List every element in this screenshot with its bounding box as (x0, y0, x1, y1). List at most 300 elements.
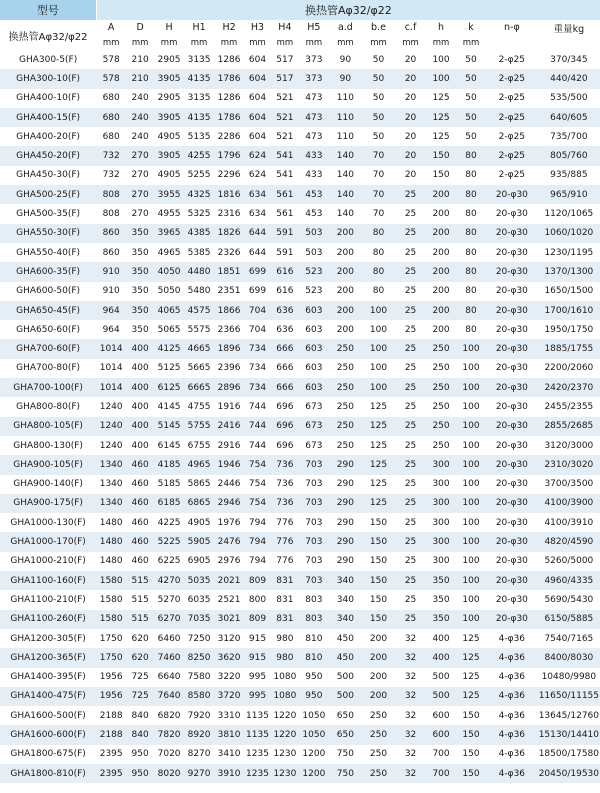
unit-label (538, 35, 600, 50)
table-cell: 616 (271, 282, 299, 301)
table-cell: 200 (426, 204, 456, 223)
table-cell: 20 (395, 146, 426, 165)
table-cell: 350 (126, 243, 154, 262)
table-cell: 3905 (154, 108, 184, 127)
table-cell: 1851 (214, 262, 244, 281)
table-cell: 210 (126, 50, 154, 69)
table-cell: 4185 (154, 455, 184, 474)
table-cell: 666 (271, 339, 299, 358)
model-column-header: 型号 (0, 0, 96, 20)
model-cell: GHA400-20(F) (0, 127, 96, 146)
table-cell: 90 (329, 69, 362, 88)
table-cell: 125 (362, 494, 395, 513)
table-cell: 400 (126, 359, 154, 378)
table-cell: 80 (456, 185, 486, 204)
table-cell: 6905 (184, 552, 214, 571)
table-row (0, 108, 600, 127)
table-cell: 200 (426, 262, 456, 281)
table-cell: 4965 (184, 455, 214, 474)
table-cell: 2-φ25 (486, 108, 538, 127)
table-cell: 8580 (184, 687, 214, 706)
table-cell: 100 (456, 378, 486, 397)
table-cell: 578 (96, 50, 126, 69)
table-cell: 3120/3000 (538, 436, 600, 455)
table-cell: 80 (362, 262, 395, 281)
table-cell: 5865 (184, 475, 214, 494)
unit-label: mm (462, 37, 480, 48)
table-cell: 20 (395, 108, 426, 127)
table-cell: 1340 (96, 494, 126, 513)
table-cell: 5260/5000 (538, 552, 600, 571)
table-cell: 100 (426, 69, 456, 88)
table-row (0, 436, 600, 455)
table-cell: 400 (126, 397, 154, 416)
table-row (0, 648, 600, 667)
table-cell: 680 (96, 89, 126, 108)
table-cell: 32 (395, 706, 426, 725)
table-cell: 640/605 (538, 108, 600, 127)
spec-table-body (0, 50, 600, 783)
table-cell: 110 (329, 108, 362, 127)
table-cell: 600 (426, 725, 456, 744)
table-cell: 25 (395, 552, 426, 571)
table-cell: 1750 (96, 648, 126, 667)
table-cell: 100 (456, 552, 486, 571)
table-cell: 20-φ30 (486, 243, 538, 262)
table-cell: 80 (456, 224, 486, 243)
unit-label: mm (305, 37, 323, 48)
table-cell: 2976 (214, 552, 244, 571)
model-cell: GHA500-25(F) (0, 185, 96, 204)
table-cell: 703 (299, 532, 329, 551)
table-row (0, 146, 600, 165)
table-cell: 754 (244, 455, 271, 474)
table-cell: 5575 (184, 320, 214, 339)
table-cell: 20-φ30 (486, 571, 538, 590)
table-cell: 810 (299, 648, 329, 667)
table-cell: 9270 (184, 764, 214, 783)
table-cell: 250 (426, 397, 456, 416)
table-cell: 70 (362, 166, 395, 185)
table-cell: 744 (244, 417, 271, 436)
table-cell: 200 (362, 668, 395, 687)
table-cell: 140 (329, 185, 362, 204)
table-cell: 290 (329, 475, 362, 494)
table-cell: 1580 (96, 610, 126, 629)
table-cell: 591 (271, 224, 299, 243)
table-cell: 433 (299, 146, 329, 165)
table-cell: 754 (244, 494, 271, 513)
table-cell: 32 (395, 648, 426, 667)
model-cell: GHA700-60(F) (0, 339, 96, 358)
table-cell: 700 (426, 745, 456, 764)
table-cell: 950 (299, 668, 329, 687)
table-cell: 4-φ36 (486, 745, 538, 764)
table-row (0, 571, 600, 590)
table-cell: 350 (426, 590, 456, 609)
table-row (0, 69, 600, 88)
unit-label: mm (102, 37, 120, 48)
table-cell: 20-φ30 (486, 552, 538, 571)
table-cell: 1050 (299, 725, 329, 744)
table-cell: 604 (244, 89, 271, 108)
table-cell: 1060/1020 (538, 224, 600, 243)
table-cell: 624 (244, 146, 271, 165)
table-cell: 250 (426, 378, 456, 397)
table-row (0, 224, 600, 243)
table-cell: 2395 (96, 745, 126, 764)
table-cell: 1230 (271, 745, 299, 764)
table-cell: 4050 (154, 262, 184, 281)
table-cell: 250 (362, 745, 395, 764)
table-cell: 140 (329, 166, 362, 185)
table-cell: 634 (244, 185, 271, 204)
table-cell: 200 (362, 648, 395, 667)
table-cell: 32 (395, 745, 426, 764)
table-cell: 100 (456, 339, 486, 358)
table-cell: 1240 (96, 397, 126, 416)
table-cell: 100 (456, 436, 486, 455)
table-cell: 3120 (214, 629, 244, 648)
table-cell: 1786 (214, 69, 244, 88)
table-cell: 125 (456, 648, 486, 667)
table-cell: 3021 (214, 610, 244, 629)
table-cell: 803 (299, 610, 329, 629)
table-cell: 400 (126, 378, 154, 397)
table-cell: 4-φ36 (486, 668, 538, 687)
model-cell: GHA400-15(F) (0, 108, 96, 127)
model-cell: GHA1000-210(F) (0, 552, 96, 571)
table-cell: 515 (126, 571, 154, 590)
table-row (0, 706, 600, 725)
table-cell: 2916 (214, 436, 244, 455)
model-cell: GHA550-40(F) (0, 243, 96, 262)
model-cell: GHA300-10(F) (0, 69, 96, 88)
table-cell: 4665 (184, 339, 214, 358)
table-cell: 1340 (96, 455, 126, 474)
table-cell: 150 (426, 166, 456, 185)
table-row (0, 725, 600, 744)
column-header: A (107, 22, 115, 33)
table-cell: 32 (395, 725, 426, 744)
table-cell: 20-φ30 (486, 224, 538, 243)
table-cell: 210 (126, 69, 154, 88)
table-cell: 460 (126, 532, 154, 551)
header-row-columns (0, 20, 600, 35)
table-cell: 523 (299, 282, 329, 301)
table-cell: 373 (299, 69, 329, 88)
table-cell: 5050 (154, 282, 184, 301)
table-cell: 433 (299, 166, 329, 185)
table-cell: 517 (271, 69, 299, 88)
header-row-title (0, 0, 600, 20)
table-cell: 25 (395, 475, 426, 494)
table-cell: 4-φ36 (486, 648, 538, 667)
table-cell: 673 (299, 397, 329, 416)
table-cell: 1230 (271, 764, 299, 783)
table-cell: 744 (244, 397, 271, 416)
table-cell: 100 (362, 378, 395, 397)
table-cell: 7640 (154, 687, 184, 706)
table-cell: 735/700 (538, 127, 600, 146)
table-cell: 776 (271, 552, 299, 571)
table-cell: 6185 (154, 494, 184, 513)
table-cell: 935/885 (538, 166, 600, 185)
table-cell: 561 (271, 185, 299, 204)
table-cell: 50 (456, 89, 486, 108)
table-cell: 750 (329, 764, 362, 783)
table-cell: 500 (426, 687, 456, 706)
table-cell: 4-φ36 (486, 725, 538, 744)
table-cell: 703 (299, 494, 329, 513)
table-cell: 350 (126, 320, 154, 339)
table-cell: 4-φ36 (486, 706, 538, 725)
table-cell: 2188 (96, 725, 126, 744)
table-row (0, 745, 600, 764)
table-cell: 2316 (214, 204, 244, 223)
table-cell: 50 (362, 50, 395, 69)
table-cell: 980 (271, 629, 299, 648)
table-row (0, 513, 600, 532)
table-cell: 6640 (154, 668, 184, 687)
table-cell: 20-φ30 (486, 185, 538, 204)
table-cell: 100 (456, 590, 486, 609)
table-cell: 2455/2355 (538, 397, 600, 416)
table-cell: 20 (395, 127, 426, 146)
table-cell: 350 (426, 571, 456, 590)
table-cell: 150 (362, 532, 395, 551)
table-cell: 20-φ30 (486, 204, 538, 223)
table-cell: 250 (329, 436, 362, 455)
table-cell: 910 (96, 262, 126, 281)
table-cell: 503 (299, 243, 329, 262)
table-cell: 20-φ30 (486, 532, 538, 551)
table-cell: 350 (126, 282, 154, 301)
table-cell: 1220 (271, 706, 299, 725)
table-cell: 703 (299, 513, 329, 532)
table-cell: 4385 (184, 224, 214, 243)
table-cell: 6865 (184, 494, 214, 513)
table-cell: 517 (271, 50, 299, 69)
table-cell: 6225 (154, 552, 184, 571)
table-cell: 1200 (299, 764, 329, 783)
table-cell: 100 (456, 359, 486, 378)
model-cell: GHA1800-810(F) (0, 764, 96, 783)
table-cell: 4270 (154, 571, 184, 590)
model-cell: GHA1400-475(F) (0, 687, 96, 706)
table-cell: 810 (299, 629, 329, 648)
table-cell: 8400/8030 (538, 648, 600, 667)
table-cell: 2286 (214, 127, 244, 146)
table-cell: 734 (244, 359, 271, 378)
table-cell: 2200/2060 (538, 359, 600, 378)
table-cell: 80 (362, 282, 395, 301)
model-cell: GHA650-45(F) (0, 301, 96, 320)
table-cell: 80 (456, 204, 486, 223)
table-cell: 5385 (184, 243, 214, 262)
table-cell: 25 (395, 339, 426, 358)
table-cell: 70 (362, 204, 395, 223)
table-cell: 290 (329, 455, 362, 474)
table-cell: 5135 (184, 127, 214, 146)
table-cell: 5270 (154, 590, 184, 609)
table-cell: 6460 (154, 629, 184, 648)
table-cell: 2420/2370 (538, 378, 600, 397)
table-cell: 8020 (154, 764, 184, 783)
table-cell: 4905 (154, 166, 184, 185)
table-cell: 70 (362, 146, 395, 165)
table-cell: 515 (126, 590, 154, 609)
table-cell: 250 (362, 725, 395, 744)
table-cell: 250 (329, 359, 362, 378)
model-cell: GHA300-5(F) (0, 50, 96, 69)
table-cell: 5255 (184, 166, 214, 185)
table-cell: 1014 (96, 378, 126, 397)
table-cell: 50 (456, 108, 486, 127)
table-row (0, 590, 600, 609)
table-cell: 100 (362, 301, 395, 320)
table-cell: 604 (244, 69, 271, 88)
model-cell: GHA1800-675(F) (0, 745, 96, 764)
table-cell: 1230/1195 (538, 243, 600, 262)
table-cell: 20-φ30 (486, 610, 538, 629)
table-cell: 2905 (154, 50, 184, 69)
table-cell: 250 (426, 359, 456, 378)
table-cell: 200 (426, 243, 456, 262)
model-cell: GHA650-60(F) (0, 320, 96, 339)
table-cell: 3720 (214, 687, 244, 706)
table-cell: 8920 (184, 725, 214, 744)
table-cell: 500 (426, 668, 456, 687)
table-cell: 1700/1610 (538, 301, 600, 320)
table-cell: 1080 (271, 668, 299, 687)
table-cell: 7460 (154, 648, 184, 667)
table-cell: 270 (126, 166, 154, 185)
table-cell: 800 (244, 590, 271, 609)
table-cell: 636 (271, 320, 299, 339)
table-cell: 25 (395, 397, 426, 416)
table-cell: 25 (395, 359, 426, 378)
table-cell: 2310/3020 (538, 455, 600, 474)
table-row (0, 301, 600, 320)
table-cell: 600 (426, 706, 456, 725)
table-cell: 140 (329, 204, 362, 223)
table-cell: 25 (395, 301, 426, 320)
unit-label: mm (337, 37, 354, 48)
table-cell: 4955 (154, 204, 184, 223)
table-cell: 995 (244, 668, 271, 687)
table-cell: 650 (329, 706, 362, 725)
table-cell: 965/910 (538, 185, 600, 204)
table-cell: 2188 (96, 706, 126, 725)
table-cell: 603 (299, 378, 329, 397)
table-cell: 4-φ36 (486, 764, 538, 783)
table-cell: 3810 (214, 725, 244, 744)
table-cell: 1135 (244, 706, 271, 725)
table-cell: 7250 (184, 629, 214, 648)
table-cell: 350 (426, 610, 456, 629)
table-cell: 2395 (96, 764, 126, 783)
table-cell: 1786 (214, 108, 244, 127)
model-cell: GHA900-105(F) (0, 455, 96, 474)
table-cell: 704 (244, 301, 271, 320)
unit-label: mm (160, 37, 178, 48)
table-cell: 6035 (184, 590, 214, 609)
table-cell: 736 (271, 455, 299, 474)
table-row (0, 629, 600, 648)
table-cell: 5225 (154, 532, 184, 551)
table-cell: 603 (299, 339, 329, 358)
table-cell: 373 (299, 50, 329, 69)
table-cell: 8270 (184, 745, 214, 764)
table-cell: 809 (244, 610, 271, 629)
table-cell: 2416 (214, 417, 244, 436)
table-cell: 70 (362, 185, 395, 204)
table-cell: 200 (329, 224, 362, 243)
table-cell: 578 (96, 69, 126, 88)
unit-label: mm (131, 37, 149, 48)
unit-label: mm (370, 37, 387, 48)
table-cell: 5125 (154, 359, 184, 378)
table-cell: 400 (426, 629, 456, 648)
table-cell: 80 (456, 243, 486, 262)
table-cell: 840 (126, 725, 154, 744)
table-cell: 696 (271, 397, 299, 416)
table-cell: 2021 (214, 571, 244, 590)
table-row (0, 89, 600, 108)
table-cell: 541 (271, 146, 299, 165)
table-cell: 4755 (184, 397, 214, 416)
table-cell: 604 (244, 108, 271, 127)
table-cell: 4-φ36 (486, 629, 538, 648)
table-cell: 4960/4335 (538, 571, 600, 590)
table-cell: 1750 (96, 629, 126, 648)
table-cell: 125 (426, 89, 456, 108)
model-cell: GHA400-10(F) (0, 89, 96, 108)
table-cell: 1235 (244, 745, 271, 764)
table-cell: 20 (395, 166, 426, 185)
table-cell: 4965 (154, 243, 184, 262)
tube-sub-label: 换热管Aφ32/φ22 (8, 31, 88, 43)
table-row (0, 417, 600, 436)
model-cell: GHA450-20(F) (0, 146, 96, 165)
table-cell: 2476 (214, 532, 244, 551)
table-cell: 100 (456, 455, 486, 474)
table-cell: 473 (299, 89, 329, 108)
table-cell: 4125 (154, 339, 184, 358)
table-cell: 5665 (184, 359, 214, 378)
table-cell: 634 (244, 204, 271, 223)
table-cell: 666 (271, 378, 299, 397)
table-cell: 503 (299, 224, 329, 243)
column-header: k (468, 22, 474, 33)
table-row (0, 764, 600, 783)
table-cell: 6270 (154, 610, 184, 629)
table-cell: 4135 (184, 69, 214, 88)
table-cell: 3135 (184, 89, 214, 108)
column-header: H1 (192, 22, 206, 33)
table-cell: 4905 (154, 127, 184, 146)
column-header: 重量kg (553, 23, 585, 35)
table-cell: 3905 (154, 146, 184, 165)
table-cell: 703 (299, 475, 329, 494)
table-cell: 7020 (154, 745, 184, 764)
table-cell: 4100/3910 (538, 513, 600, 532)
table-cell: 250 (329, 339, 362, 358)
table-cell: 150 (456, 764, 486, 783)
table-cell: 1480 (96, 532, 126, 551)
table-cell: 340 (329, 610, 362, 629)
